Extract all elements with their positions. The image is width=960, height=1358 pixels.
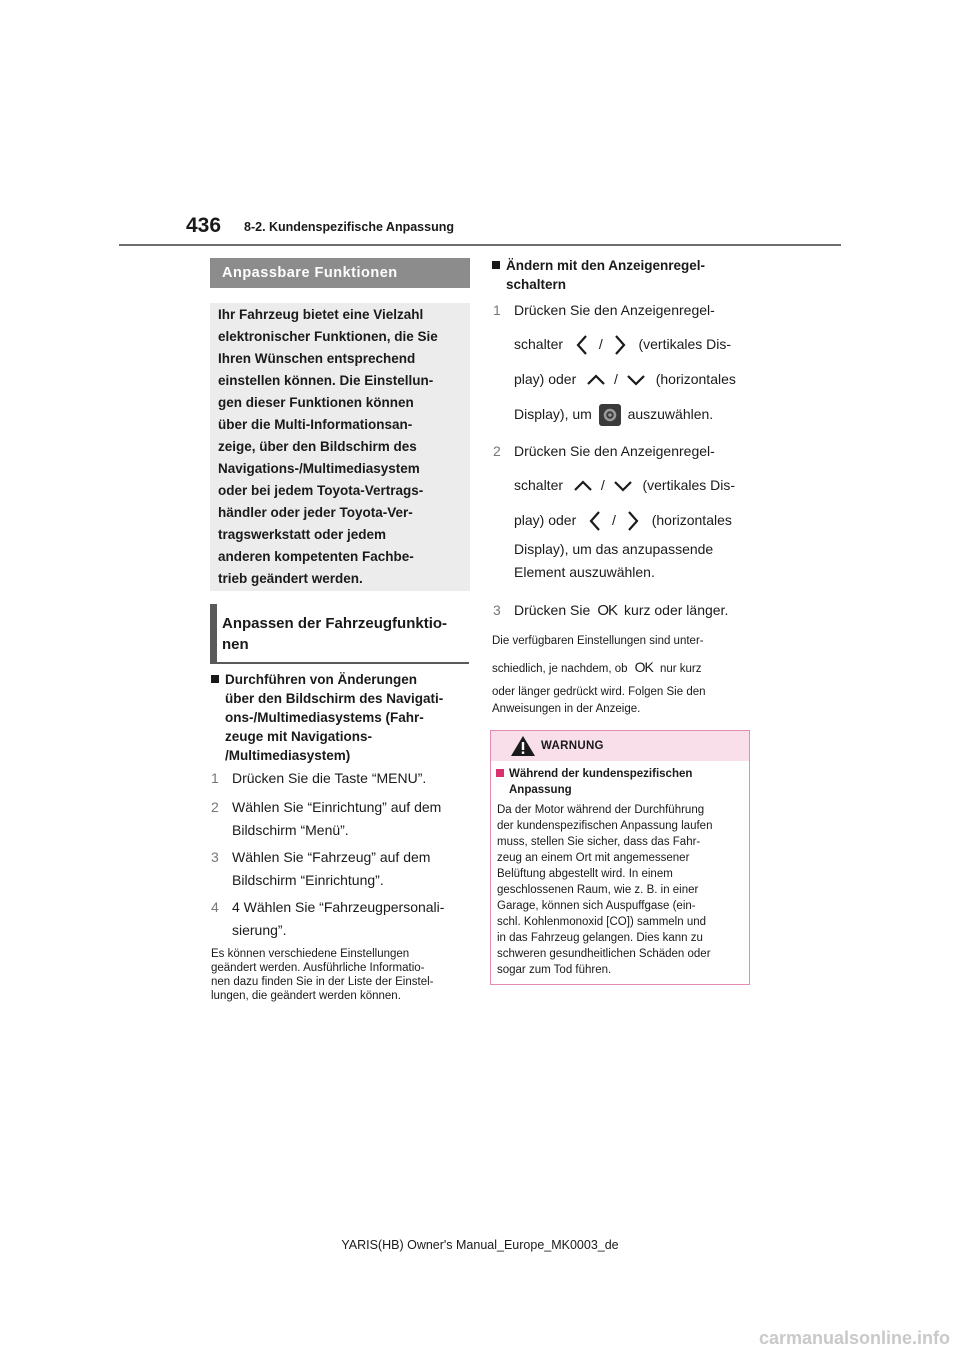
intro-line: Ihr Fahrzeug bietet eine Vielzahl <box>218 307 424 322</box>
note-line: oder länger gedrückt wird. Folgen Sie den <box>492 686 706 698</box>
step-number: 1 <box>211 770 219 786</box>
chevron-right-icon <box>613 334 627 356</box>
slash-separator: / <box>600 477 605 493</box>
section-band-title: Anpassbare Funktionen <box>210 258 470 288</box>
chevron-down-icon <box>613 479 633 493</box>
bullet-square-icon <box>211 675 219 683</box>
warning-line: Garage, können sich Auspuffgase (ein- <box>497 900 696 912</box>
ok-button-icon: OK <box>634 659 653 675</box>
warning-box <box>490 730 750 985</box>
bullet-square-icon <box>496 769 504 777</box>
step-item <box>493 440 735 584</box>
subheading-line: /Multimediasystem) <box>225 748 351 763</box>
note-text <box>211 947 433 1003</box>
step-number: 4 <box>211 899 219 915</box>
step-text: (horizontales <box>655 371 736 387</box>
step-text: Display), um <box>514 406 592 422</box>
step-text: schalter <box>514 477 564 493</box>
step-text-row <box>514 599 728 622</box>
intro-line: händler oder jeder Toyota-Ver- <box>218 505 413 520</box>
subheading-line: Durchführen von Änderungen <box>225 672 417 687</box>
page-number: 436 <box>186 214 222 237</box>
step-item <box>211 767 426 790</box>
chevron-left-icon <box>588 510 602 532</box>
intro-line: oder bei jedem Toyota-Vertrags- <box>218 483 424 498</box>
settings-gear-icon <box>599 404 621 426</box>
warning-line: der kundenspezifischen Anpassung laufen <box>497 820 713 832</box>
chevron-up-icon <box>573 479 593 493</box>
step-text: Drücken Sie den Anzeigenregel- <box>514 302 715 318</box>
intro-line: Navigations-/Multimediasystem <box>218 461 420 476</box>
intro-line: trieb geändert werden. <box>218 571 363 586</box>
warning-subheading <box>496 766 749 798</box>
warning-triangle-icon <box>510 735 536 762</box>
step-text: (vertikales Dis- <box>642 477 736 493</box>
note-line: lungen, die geändert werden können. <box>211 990 401 1002</box>
watermark: carmanualsonline.info <box>758 1328 950 1348</box>
warning-line: zeug an einem Ort mit angemessener <box>497 852 690 864</box>
step-text: Element auszuwählen. <box>514 564 655 580</box>
step-text-row <box>514 331 736 357</box>
subheading-line: über den Bildschirm des Navigati- <box>225 691 444 706</box>
step-item <box>493 299 736 427</box>
intro-line: über die Multi-Informationsan- <box>218 417 413 432</box>
note-line: Anweisungen in der Anzeige. <box>492 703 641 715</box>
warning-line: muss, stellen Sie sicher, dass das Fahr- <box>497 836 701 848</box>
warning-line: in das Fahrzeug gelangen. Dies kann zu <box>497 932 703 944</box>
intro-line: Ihren Wünschen entsprechend <box>218 351 416 366</box>
warning-line: schl. Kohlenmonoxid [CO]) sammeln und <box>497 916 707 928</box>
step-text: play) oder <box>514 371 577 387</box>
step-text-row <box>514 507 735 533</box>
intro-line: einstellen können. Die Einstellun- <box>218 373 434 388</box>
step-text: Drücken Sie den Anzeigenregel- <box>514 443 715 459</box>
note-line: Die verfügbaren Einstellungen sind unter- <box>492 635 704 647</box>
step-text: Wählen Sie “Einrichtung” auf dem <box>232 799 442 815</box>
chevron-right-icon <box>626 510 640 532</box>
section-heading-line: nen <box>222 636 249 653</box>
step-text: auszuwählen. <box>627 406 714 422</box>
note-line: nen dazu finden Sie in der Liste der Einstel- <box>211 976 434 988</box>
bullet-square-icon <box>492 261 500 269</box>
step-item <box>493 599 728 622</box>
chevron-left-icon <box>575 334 589 356</box>
step-number: 3 <box>493 602 501 618</box>
subheading-line: ons-/Multimediasystems (Fahr- <box>225 710 424 725</box>
warning-header <box>491 731 749 761</box>
step-text: 4 Wählen Sie “Fahrzeugpersonali- <box>232 899 445 915</box>
footer-manual-id <box>0 1238 960 1252</box>
subheading-line: zeuge mit Navigations- <box>225 729 373 744</box>
step-text: play) oder <box>514 512 577 528</box>
step-text: Drücken Sie <box>514 602 591 618</box>
note-text-part: nur kurz <box>659 663 702 675</box>
step-text: Display), um das anzupassende <box>514 541 714 557</box>
intro-line: zeige, über den Bildschirm des <box>218 439 417 454</box>
section-reference: 8-2. Kundenspezifische Anpassung <box>244 220 454 234</box>
slash-separator: / <box>614 371 618 387</box>
warning-body <box>497 802 749 978</box>
step-number: 1 <box>493 302 501 318</box>
intro-box <box>210 303 470 591</box>
step-text: schalter <box>514 336 564 352</box>
ok-button-icon: OK <box>597 602 617 619</box>
note-line <box>492 658 706 678</box>
step-text: kurz oder länger. <box>624 602 729 618</box>
warning-line: Da der Motor während der Durchführung <box>497 804 705 816</box>
chevron-up-icon <box>586 373 606 387</box>
step-number: 2 <box>493 443 501 459</box>
slash-separator: / <box>612 512 616 528</box>
step-text-row <box>514 472 735 498</box>
warning-line: sogar zum Tod führen. <box>497 964 612 976</box>
intro-line: tragswerkstatt oder jedem <box>218 527 387 542</box>
step-text: Drücken Sie die Taste “MENU”. <box>232 770 427 786</box>
warning-subheading-line: Anpassung <box>509 784 572 796</box>
step-text: (vertikales Dis- <box>638 336 732 352</box>
subheading-line: schaltern <box>506 277 567 292</box>
subheading-display-switches <box>492 256 705 294</box>
subheading-line: Ändern mit den Anzeigenregel- <box>506 258 706 273</box>
intro-line: anderen kompetenten Fachbe- <box>218 549 414 564</box>
note-line: geändert werden. Ausführliche Informatio- <box>211 962 425 974</box>
step-text: Wählen Sie “Fahrzeug” auf dem <box>232 849 431 865</box>
step-text: sierung”. <box>232 922 287 938</box>
step-number: 2 <box>211 799 219 815</box>
header-divider <box>119 244 841 246</box>
step-text: Bildschirm “Einrichtung”. <box>232 872 384 888</box>
slash-separator: / <box>598 336 603 352</box>
step-item <box>211 896 444 942</box>
step-text: Bildschirm “Menü”. <box>232 822 349 838</box>
step-text-row <box>514 366 736 392</box>
intro-line: elektronischer Funktionen, die Sie <box>218 329 438 344</box>
chevron-down-icon <box>626 373 646 387</box>
note-text-part: schiedlich, je nachdem, ob <box>492 663 628 675</box>
section-heading-line: Anpassen der Fahrzeugfunktio- <box>222 615 448 632</box>
warning-line: geschlossenen Raum, wie z. B. in einer <box>497 884 699 896</box>
step-item <box>211 846 430 892</box>
subheading-navigation <box>211 670 443 765</box>
section-heading <box>210 604 469 664</box>
step-text-row <box>514 401 736 427</box>
step-number: 3 <box>211 849 219 865</box>
warning-title: WARNUNG <box>541 740 604 752</box>
warning-subheading-line: Während der kundenspezifischen <box>509 768 693 780</box>
warning-line: schweren gesundheitlichen Schäden oder <box>497 948 711 960</box>
note-text <box>492 633 706 718</box>
footer-text: YARIS(HB) Owner's Manual_Europe_MK0003_de <box>341 1238 619 1252</box>
warning-line: Belüftung abgestellt wird. In einem <box>497 868 673 880</box>
step-item <box>211 796 441 842</box>
step-text: (horizontales <box>651 512 732 528</box>
intro-line: gen dieser Funktionen können <box>218 395 414 410</box>
note-line: Es können verschiedene Einstellungen <box>211 948 410 960</box>
